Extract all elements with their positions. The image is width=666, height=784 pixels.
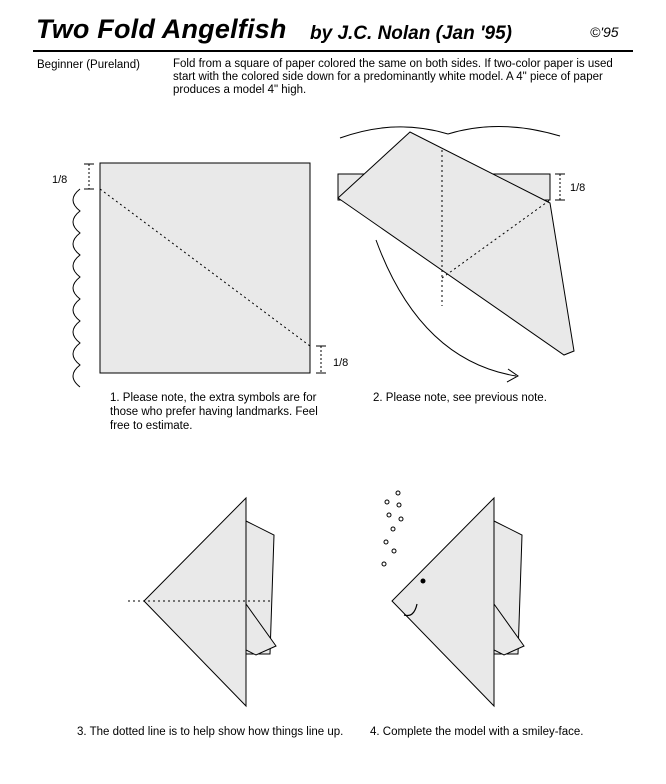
difficulty-level: Beginner (Pureland) [37,59,140,71]
step-4-bubbles [382,491,403,566]
step-2-diagram [338,126,585,382]
step-1-scallop-edge [73,189,80,387]
step-3-caption: 3. The dotted line is to help show how things line up. [77,726,344,738]
step-2-caption: 2. Please note, see previous note. [373,392,547,404]
author-byline: by J.C. Nolan (Jan '95) [310,23,512,44]
step-4-caption: 4. Complete the model with a smiley-face. [370,726,584,738]
step-1-top-measure [84,164,94,189]
page-title: Two Fold Angelfish [36,14,287,44]
step-1-diagram [52,163,348,387]
step-4-diagram [382,491,524,706]
step-3-body [144,498,246,706]
step-2-arc-right [448,126,560,136]
step-1-bottom-label: 1/8 [333,357,349,369]
intro-text: Fold from a square of paper colored the same on both sides. If two-color paper is used start with the colored side down for a predominantly white model. A 4" piece of paper produces a model 4" high. [173,58,613,96]
step-1-top-label: 1/8 [52,174,68,186]
copyright-notice: ©'95 [590,24,619,40]
step-4-eye [421,579,426,584]
step-3-diagram [128,498,276,706]
step-4-body [392,498,494,706]
step-2-folded-flap [338,132,574,355]
step-2-arc-left [340,127,448,138]
step-1-bottom-measure [316,346,326,373]
step-2-measure-label: 1/8 [570,182,586,194]
step-2-measure [555,174,565,200]
step-1-caption: 1. Please note, the extra symbols are for those who prefer having landmarks. Feel free to estimate. [110,392,318,432]
